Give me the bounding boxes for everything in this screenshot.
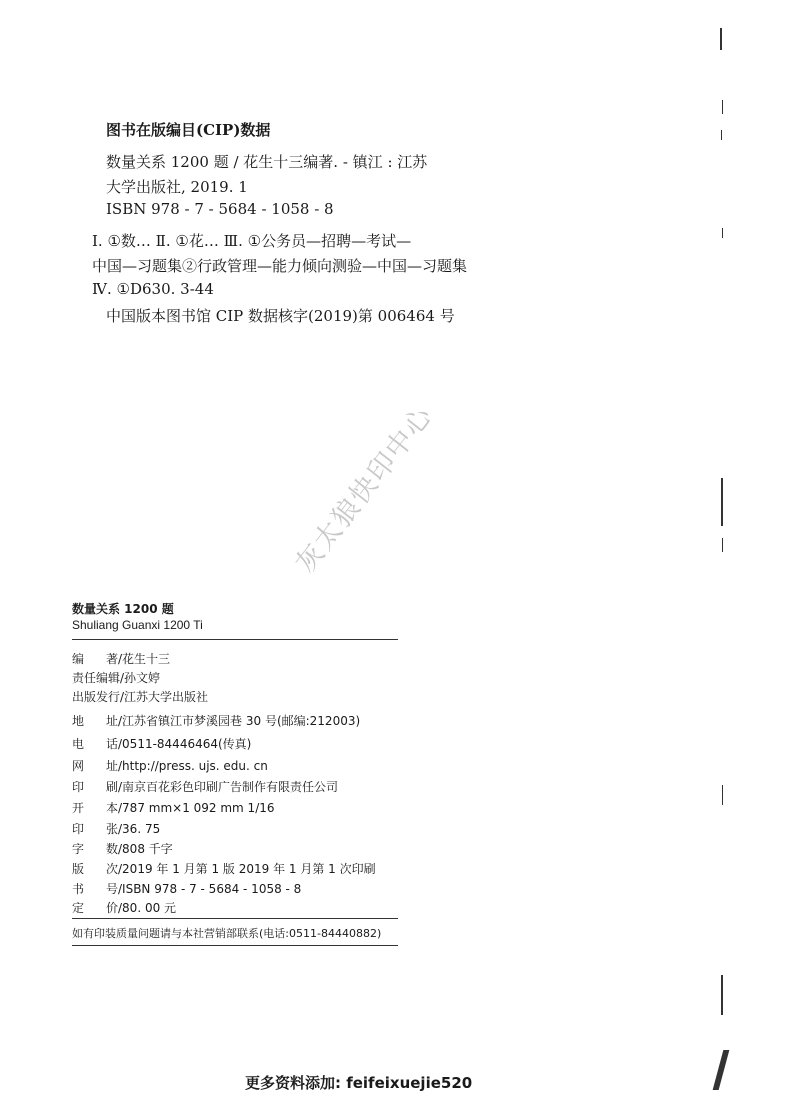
info-label-char: 书 bbox=[72, 882, 85, 896]
info-row-sheets bbox=[72, 820, 160, 836]
info-label-char: 电 bbox=[72, 737, 85, 751]
divider-bottom bbox=[72, 918, 398, 919]
info-row-format bbox=[72, 799, 275, 815]
info-label-char: 印 bbox=[72, 822, 85, 836]
info-value: 责任编辑/孙文婷 bbox=[72, 671, 161, 685]
book-title: 数量关系 1200 题 bbox=[72, 602, 174, 616]
info-row-printer bbox=[72, 778, 338, 794]
info-label-char: 定 bbox=[72, 901, 85, 915]
cip-publisher-line: 大学出版社, 2019. 1 bbox=[106, 178, 248, 196]
info-label-char: 地 bbox=[72, 714, 85, 728]
info-row-phone bbox=[72, 735, 251, 751]
info-value: 著/花生十三 bbox=[106, 652, 171, 666]
info-label-char: 印 bbox=[72, 780, 85, 794]
book-pinyin-title: Shuliang Guanxi 1200 Ti bbox=[72, 618, 203, 632]
watermark: 灰太狼快印中心 bbox=[290, 399, 440, 579]
divider-top bbox=[72, 639, 398, 640]
cip-subject-line-2: 中国—习题集②行政管理—能力倾向测验—中国—习题集 bbox=[92, 257, 468, 275]
cip-title-line: 数量关系 1200 题 / 花生十三编著. - 镇江 : 江苏 bbox=[106, 153, 428, 171]
info-row-address bbox=[72, 712, 360, 728]
info-row-wordcount bbox=[72, 840, 173, 856]
footer-contact: 更多资料添加: feifeixuejie520 bbox=[245, 1074, 473, 1092]
info-value: 刷/南京百花彩色印刷广告制作有限责任公司 bbox=[106, 780, 339, 794]
info-row-edition bbox=[72, 860, 376, 876]
info-label-char: 开 bbox=[72, 801, 85, 815]
cip-record-number: 中国版本图书馆 CIP 数据核字(2019)第 006464 号 bbox=[106, 307, 455, 325]
info-row-author bbox=[72, 650, 170, 666]
quality-notice: 如有印装质量问题请与本社营销部联系(电话:0511-84440882) bbox=[72, 927, 382, 940]
info-row-editor bbox=[72, 669, 160, 685]
info-value: 话/0511-84446464(传真) bbox=[106, 737, 252, 751]
info-row-publisher bbox=[72, 688, 208, 704]
info-value: 张/36. 75 bbox=[106, 822, 161, 836]
info-row-website bbox=[72, 757, 268, 773]
info-row-price bbox=[72, 899, 176, 915]
info-value: 址/http://press. ujs. edu. cn bbox=[106, 759, 268, 773]
info-label-char: 编 bbox=[72, 652, 85, 666]
info-label-char: 字 bbox=[72, 842, 85, 856]
info-value: 址/江苏省镇江市梦溪园巷 30 号(邮编:212003) bbox=[106, 714, 361, 728]
info-value: 价/80. 00 元 bbox=[106, 901, 177, 915]
info-label-char: 网 bbox=[72, 759, 85, 773]
info-value: 数/808 千字 bbox=[106, 842, 173, 856]
info-value: 出版发行/江苏大学出版社 bbox=[72, 690, 209, 704]
info-value: 次/2019 年 1 月第 1 版 2019 年 1 月第 1 次印刷 bbox=[106, 862, 376, 876]
cip-subject-line-1: Ⅰ. ①数… Ⅱ. ①花… Ⅲ. ①公务员—招聘—考试— bbox=[92, 232, 412, 250]
info-value: 号/ISBN 978 - 7 - 5684 - 1058 - 8 bbox=[106, 882, 302, 896]
divider-notice bbox=[72, 945, 398, 946]
info-label-char: 版 bbox=[72, 862, 85, 876]
cip-heading: 图书在版编目(CIP)数据 bbox=[106, 121, 271, 139]
cip-subject-line-3: Ⅳ. ①D630. 3-44 bbox=[92, 280, 214, 298]
info-value: 本/787 mm×1 092 mm 1/16 bbox=[106, 801, 275, 815]
cip-isbn: ISBN 978 - 7 - 5684 - 1058 - 8 bbox=[106, 200, 334, 218]
info-row-isbn bbox=[72, 880, 301, 896]
